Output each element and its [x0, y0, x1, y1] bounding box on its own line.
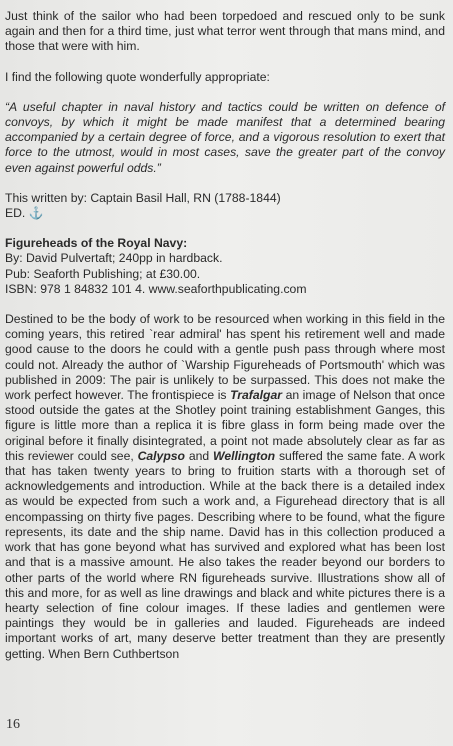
review-text-part2: an image of Nelson that once stood outside the gates at the Shotley point training establishment Ganges, this figure is little more than a replica it is fibre glass in form being made over the original before it finally disintegrated, a point not made absolutely clear as far as this reviewer could see, — [5, 388, 445, 463]
review-and: and — [185, 448, 214, 463]
review-text-part1: Destined to be the body of work to be resourced when working in this field in the coming years, this retired `rear admiral' has spent his retirement well and made good cause to the doors he could with a gentle push pass through where most could not. Already the author of `Warship Figureheads of Portsmouth' which was published in 2009: The pair is unlikely to be surpassed. This does not make the work perfect however. The frontispiece is — [5, 312, 445, 403]
book-isbn: ISBN: 978 1 84832 101 4. www.seaforthpublicating.com — [5, 281, 307, 296]
quote-intro: I find the following quote wonderfully appropriate: — [5, 69, 270, 84]
book-title: Figureheads of the Royal Navy: — [5, 236, 188, 251]
naval-quote: “A useful chapter in naval history and tactics could be written on defence of convoys, by which it might be made manifest that a determined bearing accompanied by a certain degree of force, and a vigorous resolution to exert that force to the utmost, would in most cases, save the greater part of the convoy even against powerful odds.” — [5, 99, 445, 175]
book-author: By: David Pulvertaft; 240pp in hardback. — [5, 251, 223, 266]
page-number: 16 — [6, 717, 20, 732]
review-text-part3: suffered the same fate. A work that has taken twenty years to bring to fruition starts with a thorough set of acknowledgements and introduction. While at the back there is a detailed index as would be expected from such a work and, a Figurehead directory that is all encompassing on thirty five pages. Describing where to be found, what the figure represents, its date and the ship name. David has in this collection produced a work that has gone beyond what has survived and explored what has been lost and that is a massive amount. He also takes the reader beyond our borders to other parts of the world where RN figureheads survive. Illustrations show all of this and more, for as well as line drawings and black and white pictures there is a hearty selection of fine colour images. If these ladies and gentlemen were paintings they would be in galleries and lauded. Figureheads are indeed important works of art, many deserve better treatment than they are presently getting. When Bern Cuthbertson — [5, 448, 445, 661]
ship-name-wellington: Wellington — [213, 448, 276, 463]
book-publisher: Pub: Seaforth Publishing; at £30.00. — [5, 266, 201, 281]
editor-signoff — [5, 206, 445, 221]
anchor-icon: ⚓ — [28, 206, 44, 221]
ship-name-trafalgar: Trafalgar — [230, 388, 282, 403]
editor-sign: ED. — [5, 206, 26, 221]
ship-name-calypso: Calypso — [137, 448, 186, 463]
article-body — [5, 9, 445, 662]
review-paragraph — [5, 312, 445, 662]
intro-paragraph: Just think of the sailor who had been torpedoed and rescued only to be sunk again and then for a third time, just what terror went through that mans mind, and those that were with him. — [5, 9, 445, 54]
quote-attribution: This written by: Captain Basil Hall, RN (1788-1844) — [5, 190, 281, 205]
